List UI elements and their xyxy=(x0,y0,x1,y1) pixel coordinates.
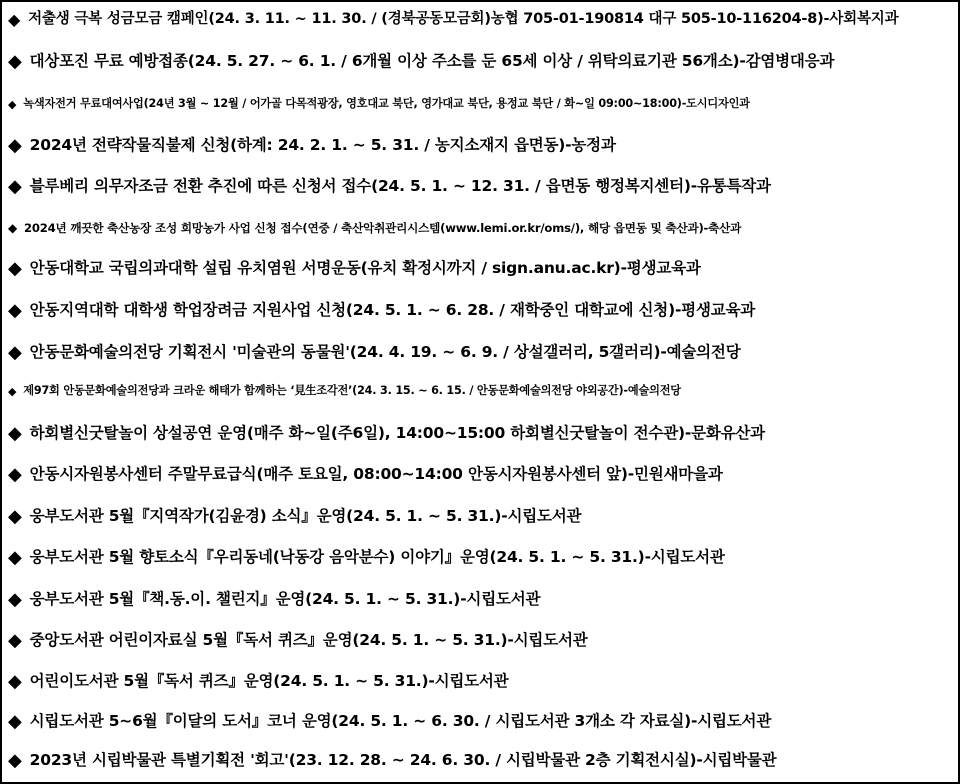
notice-item xyxy=(8,298,954,324)
notice-text: 2024년 깨끗한 축산농장 조성 희망농가 사업 신청 접수(연중 / 축산악취관리시스템(www.lemi.or.kr/oms/), 해당 읍면동 및 축산과)-축산과 xyxy=(24,220,742,235)
diamond-bullet-icon: ◆ xyxy=(8,423,22,444)
notice-item xyxy=(8,174,954,200)
diamond-bullet-icon: ◆ xyxy=(8,547,22,568)
diamond-bullet-icon: ◆ xyxy=(8,97,17,111)
diamond-bullet-icon: ◆ xyxy=(8,300,22,321)
notice-item xyxy=(8,628,954,654)
notice-text: 저출생 극복 성금모금 캠페인(24. 3. 11. ~ 11. 30. / (경북공동모금회)농협 705-01-190814 대구 505-10-116204-8)-사회복지과 xyxy=(28,11,899,28)
diamond-bullet-icon: ◆ xyxy=(8,506,22,527)
notice-text: 2024년 전략작물직불제 신청(하계: 24. 2. 1. ~ 5. 31. / 농지소재지 읍면동)-농정과 xyxy=(29,136,616,155)
diamond-bullet-icon: ◆ xyxy=(8,711,22,732)
notice-item xyxy=(8,748,954,774)
notice-text: 제97회 안동문화예술의전당과 크라운 해태가 함께하는 ‘見生조각전’(24. 3. 15. ~ 6. 15. / 안동문화예술의전당 야외공간)-예술의전당 xyxy=(23,383,681,397)
notice-item xyxy=(8,380,954,402)
notice-text: 안동지역대학 대학생 학업장려금 지원사업 신청(24. 5. 1. ~ 6. 28. / 재학중인 대학교에 신청)-평생교육과 xyxy=(29,301,756,320)
notice-text: 시립도서관 5~6월『이달의 도서』코너 운영(24. 5. 1. ~ 6. 30. / 시립도서관 3개소 각 자료실)-시립도서관 xyxy=(29,712,772,731)
notice-text: 웅부도서관 5월『지역작가(김윤경) 소식』운영(24. 5. 1. ~ 5. 31.)-시립도서관 xyxy=(29,507,582,526)
notice-text: 안동시자원봉사센터 주말무료급식(매주 토요일, 08:00~14:00 안동시자원봉사센터 앞)-민원새마을과 xyxy=(29,465,723,484)
notice-item xyxy=(8,504,954,530)
notice-text: 웅부도서관 5월『책.동.이. 챌린지』운영(24. 5. 1. ~ 5. 31.)-시립도서관 xyxy=(29,590,541,609)
notice-text: 하회별신굿탈놀이 상설공연 운영(매주 화~일(주6일), 14:00~15:00 하회별신굿탈놀이 전수관)-문화유산과 xyxy=(29,424,765,443)
diamond-bullet-icon: ◆ xyxy=(8,750,22,771)
notice-text: 녹색자전거 무료대여사업(24년 3월 ~ 12월 / 어가골 다목적광장, 영호대교 북단, 영가대교 북단, 용정교 북단 / 화~일 09:00~18:00)-도시디자인과 xyxy=(23,96,750,110)
notice-text: 블루베리 의무자조금 전환 추진에 따른 신청서 접수(24. 5. 1. ~ 12. 31. / 읍면동 행정복지센터)-유통특작과 xyxy=(29,177,771,196)
diamond-bullet-icon: ◆ xyxy=(8,342,22,363)
notice-item xyxy=(8,217,954,239)
notice-text: 안동대학교 국립의과대학 설립 유치염원 서명운동(유치 확정시까지 / sign.anu.ac.kr)-평생교육과 xyxy=(29,259,701,278)
diamond-bullet-icon: ◆ xyxy=(8,51,22,72)
diamond-bullet-icon: ◆ xyxy=(8,671,22,692)
notice-text: 대상포진 무료 예방접종(24. 5. 27. ~ 6. 1. / 6개월 이상 주소를 둔 65세 이상 / 위탁의료기관 56개소)-감염병대응과 xyxy=(29,52,835,71)
notice-item xyxy=(8,587,954,613)
notice-text: 웅부도서관 5월 향토소식『우리동네(낙동강 음악분수) 이야기』운영(24. 5. 1. ~ 5. 31.)-시립도서관 xyxy=(29,548,725,567)
notice-text: 2023년 시립박물관 특별기획전 '회고'(23. 12. 28. ~ 24. 6. 30. / 시립박물관 2층 기획전시실)-시립박물관 xyxy=(29,751,777,770)
diamond-bullet-icon: ◆ xyxy=(8,464,22,485)
notice-item xyxy=(8,8,954,32)
diamond-bullet-icon: ◆ xyxy=(8,384,17,398)
notice-item xyxy=(8,421,954,447)
notice-item xyxy=(8,93,954,115)
notice-text: 중앙도서관 어린이자료실 5월『독서 퀴즈』운영(24. 5. 1. ~ 5. 31.)-시립도서관 xyxy=(29,631,588,650)
notice-item xyxy=(8,49,954,75)
diamond-bullet-icon: ◆ xyxy=(8,630,22,651)
diamond-bullet-icon: ◆ xyxy=(8,589,22,610)
diamond-bullet-icon: ◆ xyxy=(8,221,18,235)
notice-item xyxy=(8,709,954,735)
notice-item xyxy=(8,669,954,695)
notice-item xyxy=(8,340,954,366)
diamond-bullet-icon: ◆ xyxy=(8,258,22,279)
notice-item xyxy=(8,545,954,571)
diamond-bullet-icon: ◆ xyxy=(8,10,21,29)
diamond-bullet-icon: ◆ xyxy=(8,135,22,156)
notice-text: 어린이도서관 5월『독서 퀴즈』운영(24. 5. 1. ~ 5. 31.)-시립도서관 xyxy=(29,672,509,691)
diamond-bullet-icon: ◆ xyxy=(8,176,22,197)
notice-item xyxy=(8,462,954,488)
notice-item xyxy=(8,256,954,282)
notice-item xyxy=(8,133,954,159)
notice-text: 안동문화예술의전당 기획전시 '미술관의 동물원'(24. 4. 19. ~ 6. 9. / 상설갤러리, 5갤러리)-예술의전당 xyxy=(29,343,741,362)
